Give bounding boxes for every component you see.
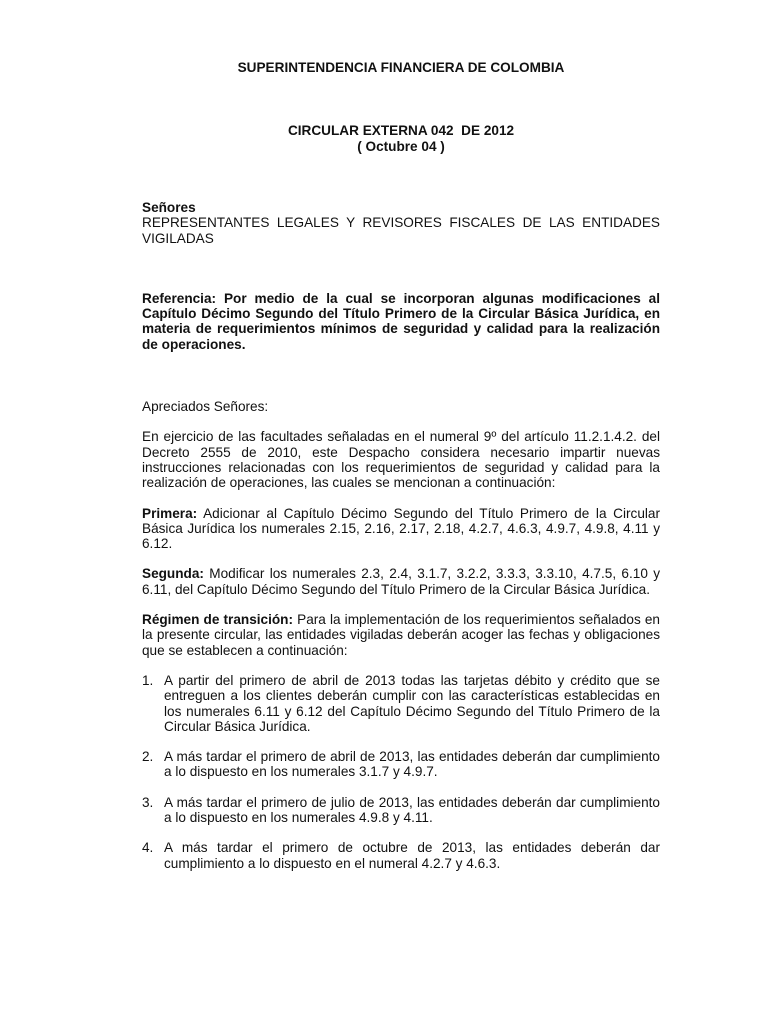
primera-text: Adicionar al Capítulo Décimo Segundo del Título Primero de la Circular Básica Jurídica los numerales 2.15, 2.16, 2.17, 2.18, 4.2.7, 4.6.3, 4.9.7, 4.9.8, 4.11 y 6.12. [142, 505, 660, 552]
list-item [142, 673, 660, 734]
recipients: REPRESENTANTES LEGALES Y REVISORES FISCALES DE LAS ENTIDADES VIGILADAS [142, 215, 660, 246]
salutation-title: Señores [142, 200, 196, 215]
circular-heading [142, 123, 660, 155]
regimen-text: Para la implementación de los requerimientos señalados en la presente circular, las entidades vigiladas deberán acoger las fechas y obligaciones que se establecen a continuación: [142, 612, 660, 658]
list-item [142, 840, 660, 871]
regimen-label: Régimen de transición: [142, 612, 294, 628]
greeting: Apreciados Señores: [142, 399, 269, 415]
circular-date: ( Octubre 04 ) [357, 139, 445, 154]
list-item [142, 795, 660, 826]
list-item-text: A más tardar el primero de julio de 2013, las entidades deberán dar cumplimiento a lo dispuesto en los numerales 4.9.8 y 4.11. [164, 794, 660, 826]
document-page [142, 60, 660, 886]
transition-list [142, 673, 660, 871]
reference-paragraph: Referencia: Por medio de la cual se incorporan algunas modificaciones al Capítulo Décimo Segundo del Título Primero de la Circular Básica Jurídica, en materia de requerimientos mínimos de seguridad y calidad para la realización de operaciones. [142, 290, 660, 352]
list-item-text: A partir del primero de abril de 2013 todas las tarjetas débito y crédito que se entreguen a los clientes deberán cumplir con las características establecidas en los numerales 6.11 y 6.12 del Capítulo Décimo Segundo del Título Primero de la Circular Básica Jurídica. [164, 672, 660, 734]
segunda-text: Modificar los numerales 2.3, 2.4, 3.1.7, 3.2.2, 3.3.3, 3.3.10, 4.7.5, 6.10 y 6.11, del Capítulo Décimo Segundo del Título Primero de la Circular Básica Jurídica. [142, 566, 660, 597]
list-item-number: 3. [142, 794, 154, 810]
list-item-number: 1. [142, 672, 154, 688]
regimen-paragraph [142, 612, 660, 658]
circular-title: CIRCULAR EXTERNA 042 DE 2012 [287, 123, 515, 138]
addressee-block [142, 200, 660, 246]
primera-label: Primera: [142, 505, 198, 521]
list-item-text: A más tardar el primero de octubre de 2013, las entidades deberán dar cumplimiento a lo dispuesto en el numeral 4.2.7 y 4.6.3. [164, 840, 660, 871]
list-item-number: 2. [142, 749, 154, 765]
list-item-text: A más tardar el primero de abril de 2013, las entidades deberán dar cumplimiento a lo dispuesto en los numerales 3.1.7 y 4.9.7. [164, 749, 660, 780]
segunda-paragraph [142, 566, 660, 597]
list-item [142, 749, 660, 780]
intro-paragraph: En ejercicio de las facultades señaladas en el numeral 9º del artículo 11.2.1.4.2. del Decreto 2555 de 2010, este Despacho considera necesario impartir nuevas instrucciones relacionadas con los requerimientos de seguridad y calidad para la realización de operaciones, las cuales se mencionan a continuación: [142, 429, 660, 491]
primera-paragraph [142, 506, 660, 552]
segunda-label: Segunda: [142, 566, 204, 582]
list-item-number: 4. [142, 840, 154, 856]
organization-heading: SUPERINTENDENCIA FINANCIERA DE COLOMBIA [237, 60, 565, 75]
